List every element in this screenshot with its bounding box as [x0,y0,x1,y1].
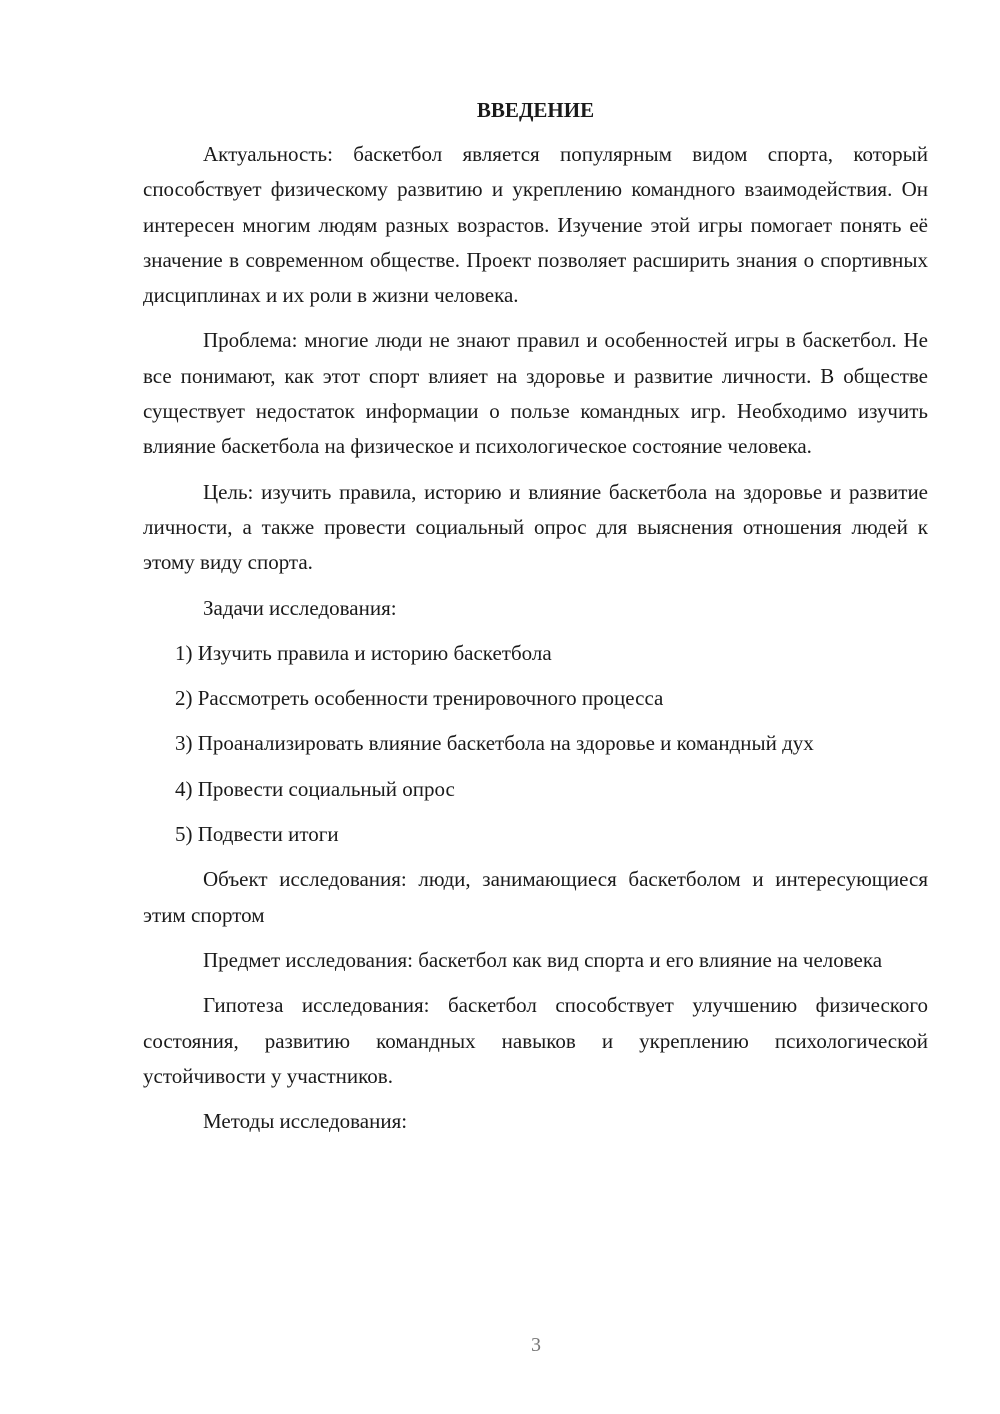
paragraph-subject: Предмет исследования: баскетбол как вид спорта и его влияние на человека [203,947,883,972]
task-item: 4) Провести социальный опрос [175,776,455,801]
paragraph-goal: Цель: изучить правила, историю и влияние баскетбола на здоровье и развитие личности, а также провести социальный опрос для выяснения отношения людей к этому виду спорта. [143,479,928,575]
page-number: 3 [531,1334,541,1356]
task-item: 3) Проанализировать влияние баскетбола на здоровье и командный дух [175,731,814,756]
task-item: 2) Рассмотреть особенности тренировочного процесса [175,686,664,711]
task-item: 1) Изучить правила и историю баскетбола [175,640,552,665]
paragraph-hypothesis: Гипотеза исследования: баскетбол способствует улучшению физического состояния, развитию командных навыков и укреплению психологической устойчивости у участников. [143,993,928,1088]
paragraph-object: Объект исследования: люди, занимающиеся баскетболом и интересующиеся этим спортом [143,867,928,927]
paragraph-relevance: Актуальность: баскетбол является популярным видом спорта, который способствует физическому развитию и укреплению командного взаимодействия. Он интересен многим людям разных возрастов. Изучение этой игры помогает понять её значение в современном обществе. Проект позволяет расширить знания о спортивных дисциплинах и их роли в жизни человека. [143,142,928,308]
paragraph-problem: Проблема: многие люди не знают правил и особенностей игры в баскетбол. Не все понимают, как этот спорт влияет на здоровье и развитие личности. В обществе существует недостаток информации о пользе командных игр. Необходимо изучить влияние баскетбола на физическое и психологическое состояние человека. [143,328,928,459]
section-title: ВВЕДЕНИЕ [476,98,595,122]
paragraph-tasks-heading: Задачи исследования: [203,595,397,620]
paragraph-methods: Методы исследования: [203,1109,408,1134]
task-item: 5) Подвести итоги [175,822,339,847]
document-page [143,96,928,1149]
